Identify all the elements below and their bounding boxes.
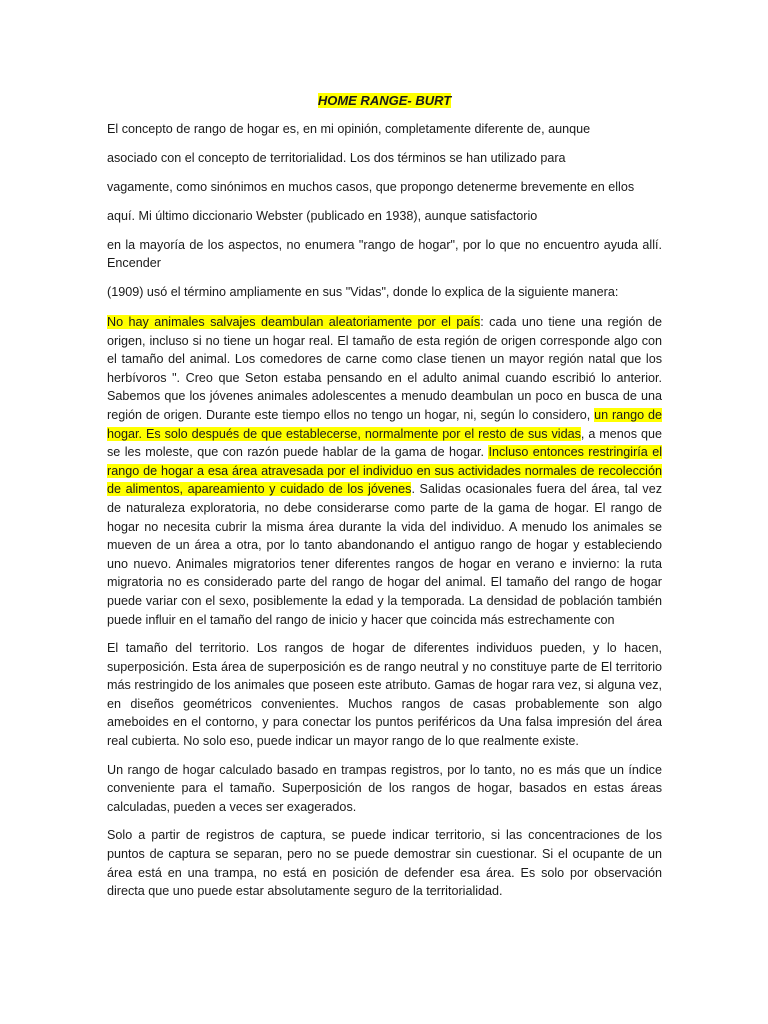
intro-line-4: aquí. Mi último diccionario Webster (publicado en 1938), aunque satisfactorio	[107, 209, 538, 223]
paragraph-text-1: : cada uno tiene una región de origen, incluso si no tiene un hogar real. El tamaño de esta región de origen corresponde algo con el tamaño del animal. Los comedores de carne como clase tienen un mayor región natal que los herbívoros ". Creo que Seton estaba pensando en el adulto animal cuando escribió lo anterior. Sabemos que los jóvenes animales adolescentes a menudo deambulan un poco en busca de una región de origen. Durante este tiempo ellos no tengo un hogar, ni, según lo considero,	[107, 315, 663, 422]
highlight-1: No hay animales salvajes deambulan aleatoriamente por el país	[107, 315, 481, 329]
paragraph-trap-records: Un rango de hogar calculado basado en trampas registros, por lo tanto, no es más que un índice conveniente para el tamaño. Superposición de los rangos de hogar, basados en estas áreas calculadas, pueden a veces ser exagerados.	[107, 762, 662, 814]
paragraph-text-2: , a menos que se les moleste, que con razón puede hablar de la gama de hogar.	[107, 426, 663, 460]
intro-line-5: en la mayoría de los aspectos, no enumera "rango de hogar", por lo que no encuentro ayuda allí. Encender	[107, 238, 662, 270]
highlight-3: Incluso entonces restringiría el rango de hogar a esa área atravesada por el individuo en sus actividades normales de recolección de alimentos, apareamiento y cuidado de los jóvenes	[107, 445, 662, 497]
intro-line-1: El concepto de rango de hogar es, en mi opinión, completamente diferente de, aunque	[107, 122, 591, 136]
paragraph-territory-size: El tamaño del territorio. Los rangos de hogar de diferentes individuos pueden, y lo hacen, superposición. Esta área de superposición es de rango neutral y no constituye parte de El territorio más restringido de los animales que poseen este atributo. Gamas de hogar rara vez, si alguna vez, en diseños geométricos convenientes. Muchos rangos de casas probablemente son algo ameboides en el contorno, y para conectar los puntos periféricos da Una falsa impresión del área real cubierta. No solo eso, puede indicar un mayor rango de lo que realmente existe.	[107, 641, 662, 749]
paragraph-seton-quote	[107, 313, 662, 629]
highlight-2: un rango de hogar. Es solo después de que establecerse, normalmente por el resto de sus vidas	[107, 407, 662, 441]
paragraph-text-3: . Salidas ocasionales fuera del área, tal vez de naturaleza exploratoria, no debe considerarse como parte de la gama de hogar. El rango de hogar no necesita cubrir la misma área durante la vida del individuo. A menudo los animales se mueven de un área a otra, por lo tanto abandonando el antiguo rango de hogar y estableciendo uno nuevo. Animales migratorios tener diferentes rangos de hogar en verano e invierno: la ruta migratoria no es considerado parte del rango de hogar del animal. El tamaño del rango de hogar puede variar con el sexo, posiblemente la edad y la temporada. La densidad de población también puede influir en el tamaño del rango de inicio y hacer que coincida más estrechamente con	[107, 482, 663, 627]
document-page	[107, 92, 662, 901]
intro-line-6: (1909) usó el término ampliamente en sus "Vidas", donde lo explica de la siguiente manera:	[107, 285, 619, 299]
intro-line-2: asociado con el concepto de territorialidad. Los dos términos se han utilizado para	[107, 151, 566, 165]
title-highlight: HOME RANGE- BURT	[317, 93, 452, 108]
document-title	[107, 92, 662, 110]
paragraph-capture-records: Solo a partir de registros de captura, se puede indicar territorio, si las concentraciones de los puntos de captura se separan, pero no se puede demostrar sin cuestionar. Si el ocupante de un área está en una trampa, no está en posición de defender esa área. Es solo por observación directa que uno puede estar absolutamente seguro de la territorialidad.	[107, 828, 662, 899]
intro-line-3: vagamente, como sinónimos en muchos casos, que propongo detenerme brevemente en ellos	[107, 180, 635, 194]
